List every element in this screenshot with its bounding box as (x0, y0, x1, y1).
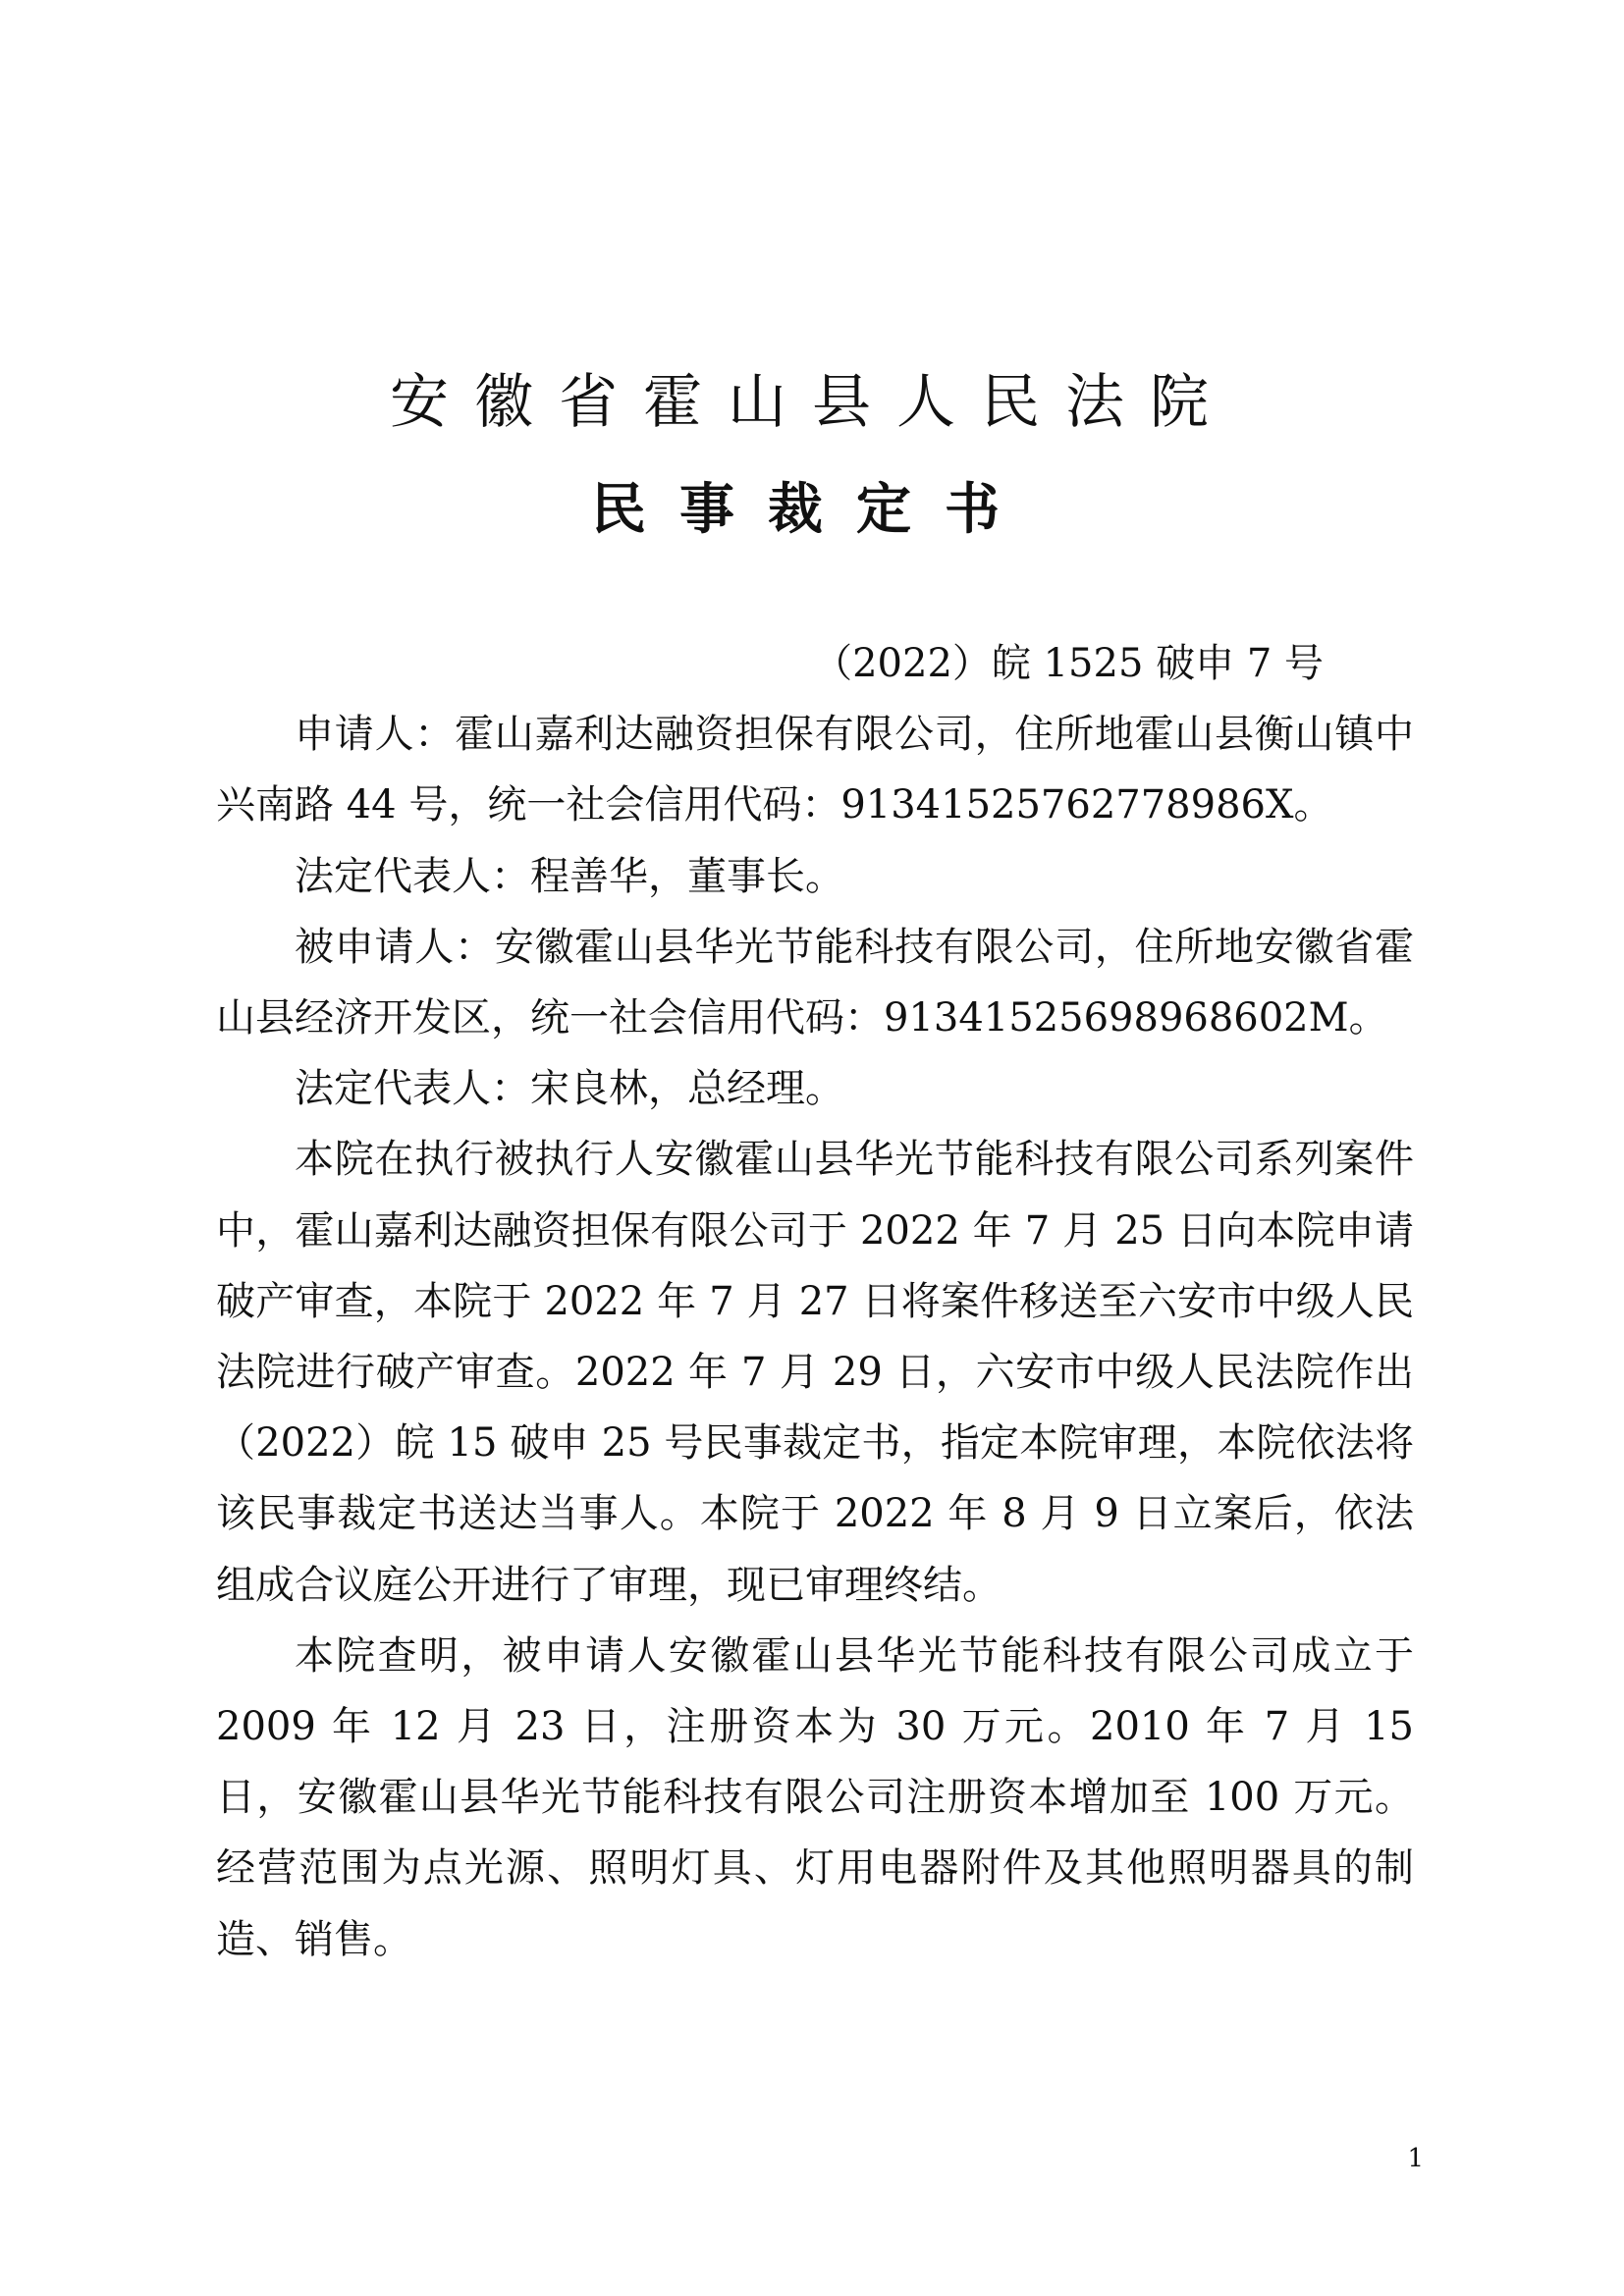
document-type-title: 民事裁定书 (591, 478, 1033, 542)
applicant-paragraph: 申请人：霍山嘉利达融资担保有限公司，住所地霍山县衡山镇中兴南路 44 号，统一社会信用代码：91341525762778986X。 (216, 712, 1414, 828)
page-number: 1 (1407, 2144, 1424, 2173)
respondent-representative-paragraph: 法定代表人：宋良林，总经理。 (295, 1066, 844, 1112)
applicant-representative-paragraph: 法定代表人：程善华，董事长。 (295, 853, 844, 899)
case-history-paragraph: 本院在执行被执行人安徽霍山县华光节能科技有限公司系列案件中，霍山嘉利达融资担保有限公司于 2022 年 7 月 25 日向本院申请破产审查，本院于 2022 年 7 月 27 日将案件移送至六安市中级人民法院进行破产审查。2022 年 7 月 29 日，六安市中级人民法院作出（2022）皖 15 破申 25 号民事裁定书，指定本院审理，本院依法将该民事裁定书送达当事人。本院于 2022 年 8 月 9 日立案后，依法组成合议庭公开进行了审理，现已审理终结。 (216, 1137, 1414, 1608)
respondent-paragraph: 被申请人：安徽霍山县华光节能科技有限公司，住所地安徽省霍山县经济开发区，统一社会信用代码：91341525698968602M。 (216, 924, 1414, 1041)
court-name: 安徽省霍山县人民法院 (390, 368, 1234, 437)
findings-paragraph: 本院查明，被申请人安徽霍山县华光节能科技有限公司成立于 2009 年 12 月 23 日，注册资本为 30 万元。2010 年 7 月 15 日，安徽霍山县华光节能科技有限公司注册资本增加至 100 万元。经营范围为点光源、照明灯具、灯用电器附件及其他照明器具的制造、销售。 (216, 1632, 1414, 1962)
case-number: （2022）皖 1525 破申 7 号 (813, 641, 1324, 686)
document-body (216, 628, 1414, 1975)
